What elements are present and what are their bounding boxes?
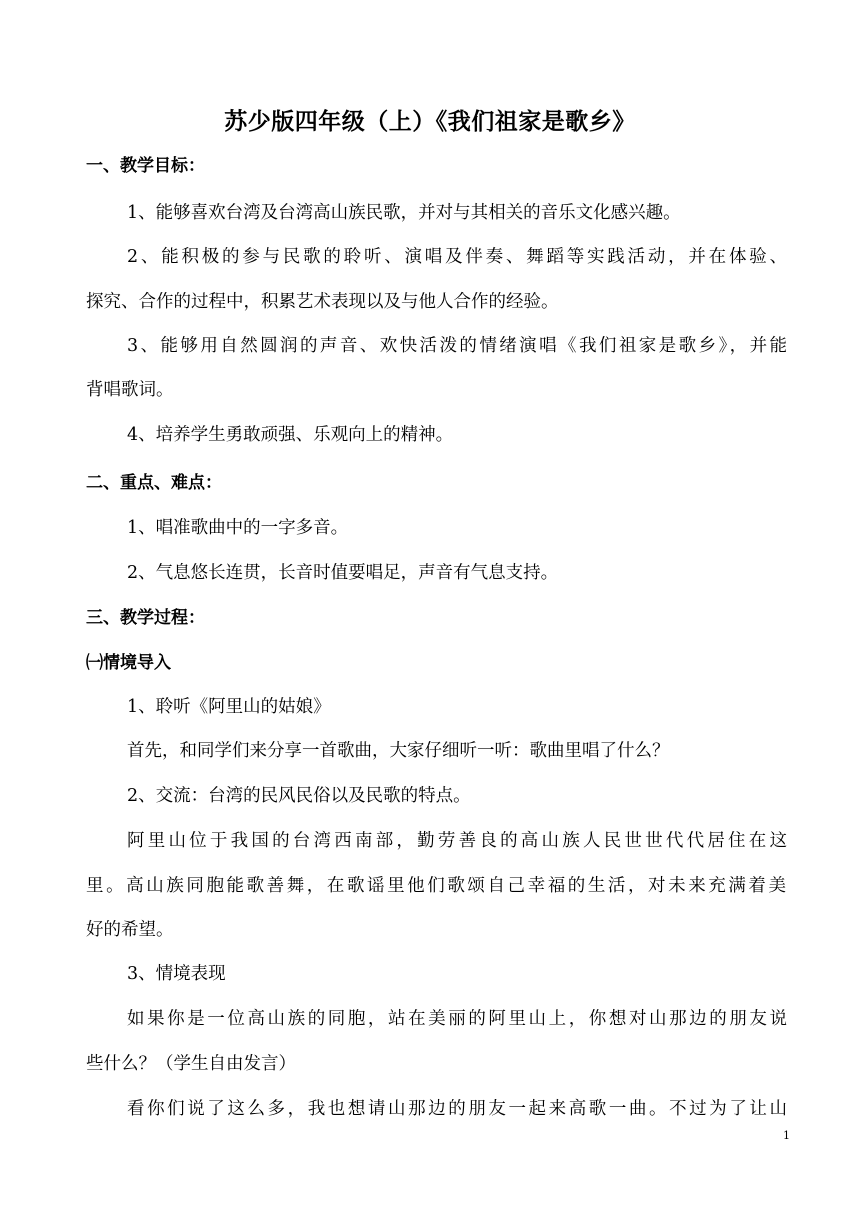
objective-3-line-1: 3、能够用自然圆润的声音、欢快活泼的情绪演唱《我们祖家是歌乡》，并能 [127, 336, 787, 356]
key-point-1: 1、唱准歌曲中的一字多音。 [127, 518, 349, 538]
section-heading-objectives: 一、教学目标： [86, 156, 205, 176]
process-paragraph-3-line-1: 如果你是一位高山族的同胞，站在美丽的阿里山上，你想对山那边的朋友说 [127, 1009, 787, 1029]
key-point-2: 2、气息悠长连贯，长音时值要唱足，声音有气息支持。 [127, 563, 559, 583]
process-paragraph-4-line-1: 看你们说了这么多，我也想请山那边的朋友一起来高歌一曲。不过为了让山 [127, 1099, 787, 1119]
process-paragraph-2-line-1: 阿里山位于我国的台湾西南部，勤劳善良的高山族人民世世代代居住在这 [127, 831, 787, 851]
objective-4: 4、培养学生勇敢顽强、乐观向上的精神。 [127, 425, 454, 445]
process-step-1: 1、聆听《阿里山的姑娘》 [127, 697, 331, 717]
objective-2-line-2: 探究、合作的过程中，积累艺术表现以及与他人合作的经验。 [86, 292, 559, 312]
process-step-2: 2、交流：台湾的民风民俗以及民歌的特点。 [127, 786, 471, 806]
objective-3-line-2: 背唱歌词。 [86, 380, 174, 400]
process-paragraph-2-line-2: 里。高山族同胞能歌善舞，在歌谣里他们歌颂自己幸福的生活，对未来充满着美 [86, 876, 786, 896]
process-paragraph-3-line-2: 些什么？（学生自由发言） [86, 1054, 296, 1074]
document-title: 苏少版四年级（上）《我们祖家是歌乡》 [224, 109, 636, 135]
section-heading-process: 三、教学过程： [86, 608, 205, 628]
process-paragraph-1: 首先，和同学们来分享一首歌曲，大家仔细听一听：歌曲里唱了什么？ [127, 741, 670, 761]
process-paragraph-2-line-3: 好的希望。 [86, 920, 174, 940]
section-heading-key-points: 二、重点、难点： [86, 473, 222, 493]
objective-1: 1、能够喜欢台湾及台湾高山族民歌，并对与其相关的音乐文化感兴趣。 [127, 203, 681, 223]
page-number: 1 [783, 1129, 790, 1142]
process-step-3: 3、情境表现 [127, 964, 226, 984]
objective-2-line-1: 2、能积极的参与民歌的聆听、演唱及伴奏、舞蹈等实践活动，并在体验、 [127, 247, 787, 267]
subsection-heading-introduction: ㈠情境导入 [86, 653, 171, 673]
